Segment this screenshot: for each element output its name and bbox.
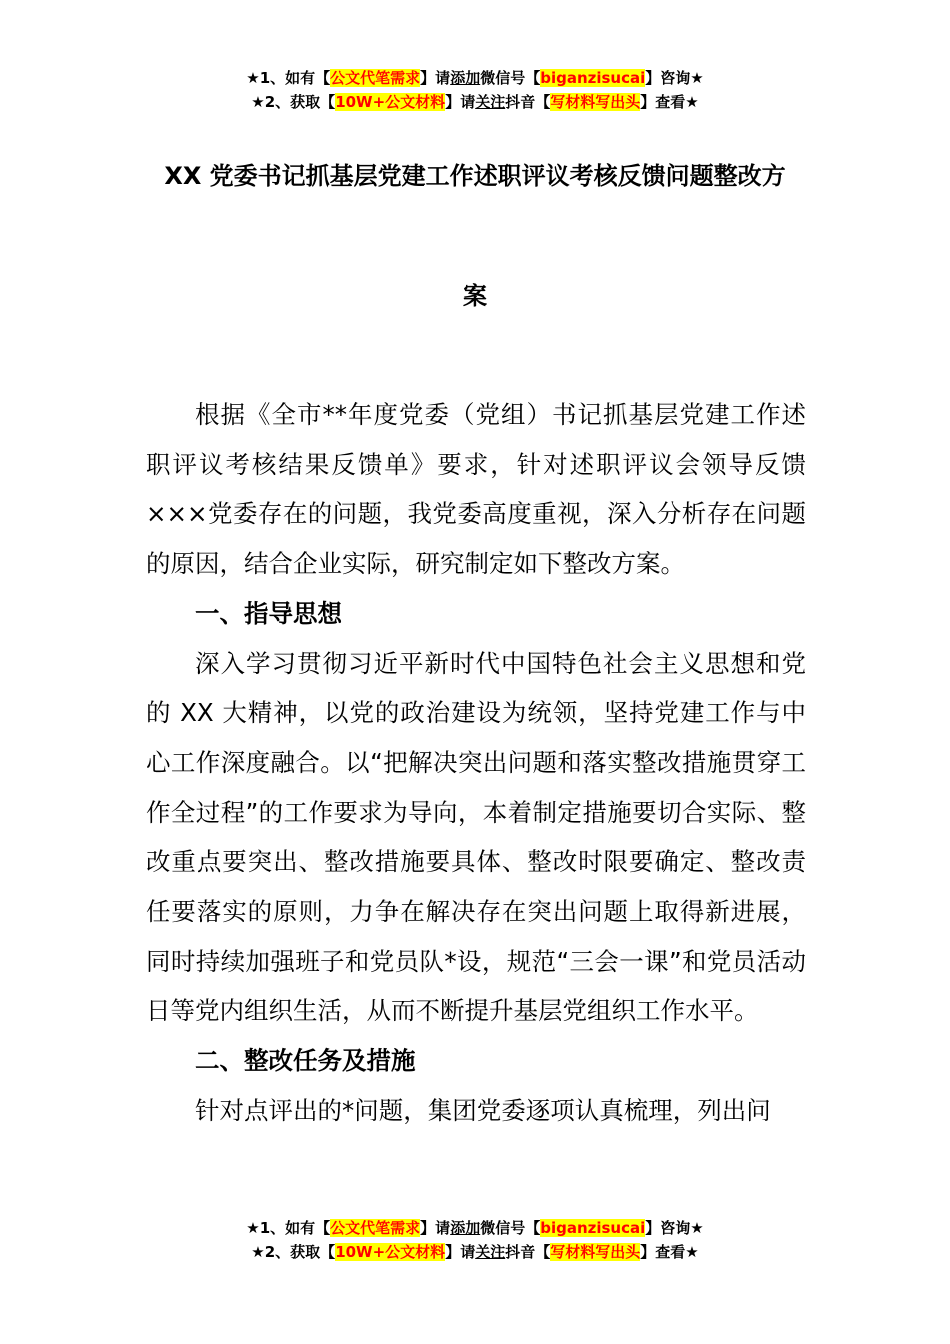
banner-text: ★1、如有【 <box>246 69 331 87</box>
document-title: XX 党委书记抓基层党建工作述职评议考核反馈问题整改方 <box>164 162 786 190</box>
banner-underlined-text: 关注 <box>475 1243 506 1261</box>
highlight-materials: 10W+公文材料 <box>335 93 446 111</box>
highlight-service: 公文代笔需求 <box>330 69 421 87</box>
footer-banner-line2 <box>0 1240 950 1264</box>
paragraph-tasks: 针对点评出的*问题，集团党委逐项认真梳理，列出问 <box>195 1095 771 1125</box>
banner-text: 】咨询★ <box>645 69 704 87</box>
banner-text: 抖音【 <box>505 93 551 111</box>
paragraph-guiding-ideology: 深入学习贯彻习近平新时代中国特色社会主义思想和党的 XX 大精神，以党的政治建设为统领，坚持党建工作与中心工作深度融合。以“把解决突出问题和落实整改措施贯穿工作全过程”的工作要求为导向，本着制定措施要切合实际、整改重点要突出、整改措施要具体、整改时限要确定、整改责任要落实的原则，力争在解决存在突出问题上取得新进展，同时持续加强班子和党员队*设，规范“三会一课”和党员活动日等党内组织生活，从而不断提升基层党组织工作水平。 <box>146 648 806 1026</box>
banner-text: 】请 <box>445 1243 476 1261</box>
highlight-materials: 10W+公文材料 <box>335 1243 446 1261</box>
banner-underlined-text: 添加 <box>450 1219 481 1237</box>
footer-banner <box>0 1216 950 1264</box>
banner-text: 】查看★ <box>640 93 699 111</box>
banner-text: 】查看★ <box>640 1243 699 1261</box>
banner-text: 抖音【 <box>505 1243 551 1261</box>
paragraph-intro: 根据《全市**年度党委（党组）书记抓基层党建工作述职评议考核结果反馈单》要求，针对述职评议会领导反馈×××党委存在的问题，我党委高度重视，深入分析存在问题的原因，结合企业实际，研究制定如下整改方案。 <box>146 400 806 579</box>
section-heading-tasks-measures: 二、整改任务及措施 <box>195 1046 416 1076</box>
banner-text: 】请 <box>420 1219 451 1237</box>
banner-underlined-text: 关注 <box>475 93 506 111</box>
banner-text: 】请 <box>445 93 476 111</box>
document-body <box>146 390 806 1136</box>
banner-text: 】咨询★ <box>645 1219 704 1237</box>
header-banner <box>0 66 950 114</box>
banner-text: ★2、获取【 <box>251 1243 336 1261</box>
highlight-service: 公文代笔需求 <box>330 1219 421 1237</box>
banner-text: 微信号【 <box>480 69 541 87</box>
document-title-continuation: 案 <box>463 282 487 310</box>
banner-text: 】请 <box>420 69 451 87</box>
banner-text: ★2、获取【 <box>251 93 336 111</box>
header-banner-line1 <box>0 66 950 90</box>
header-banner-line2 <box>0 90 950 114</box>
section-heading-guiding-ideology: 一、指导思想 <box>195 598 342 628</box>
highlight-douyin-account: 写材料写出头 <box>550 93 641 111</box>
banner-text: 微信号【 <box>480 1219 541 1237</box>
banner-underlined-text: 添加 <box>450 69 481 87</box>
footer-banner-line1 <box>0 1216 950 1240</box>
highlight-wechat-id: biganzisucai <box>540 69 646 87</box>
banner-text: ★1、如有【 <box>246 1219 331 1237</box>
highlight-wechat-id: biganzisucai <box>540 1219 646 1237</box>
highlight-douyin-account: 写材料写出头 <box>550 1243 641 1261</box>
